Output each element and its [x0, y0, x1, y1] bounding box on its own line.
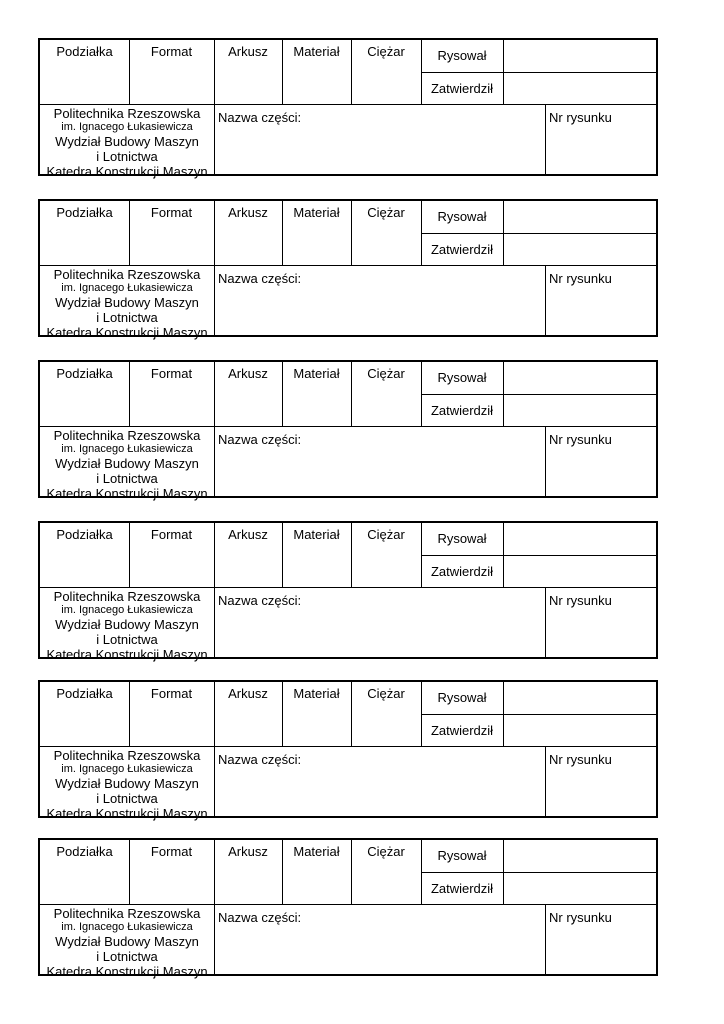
- approved-by-field[interactable]: [504, 73, 658, 104]
- header-weight: Ciężar: [367, 686, 405, 701]
- grid-line: [545, 426, 546, 498]
- header-scale: Podziałka: [56, 686, 113, 701]
- header-weight: Ciężar: [367, 205, 405, 220]
- grid-line: [214, 746, 215, 818]
- institution-line: Wydział Budowy Maszyn: [55, 617, 199, 632]
- grid-line: [40, 587, 658, 588]
- institution-info: [42, 106, 212, 179]
- approved-by-field[interactable]: [504, 395, 658, 426]
- institution-line: Wydział Budowy Maszyn: [55, 295, 199, 310]
- institution-line: Politechnika Rzeszowska: [53, 106, 201, 121]
- header-sheet: Arkusz: [228, 527, 268, 542]
- header-sheet: Arkusz: [228, 366, 268, 381]
- header-scale: Podziałka: [56, 527, 113, 542]
- institution-info: [42, 428, 212, 501]
- institution-line: i Lotnictwa: [96, 791, 158, 806]
- title-block: [38, 680, 658, 821]
- institution-line: Wydział Budowy Maszyn: [55, 134, 199, 149]
- header-material: Materiał: [293, 844, 340, 859]
- header-weight: Ciężar: [367, 44, 405, 59]
- drawn-by-label: Rysował: [437, 848, 487, 863]
- header-scale: Podziałka: [56, 205, 113, 220]
- institution-line: im. Ignacego Łukasiewicza: [61, 443, 193, 455]
- header-material: Materiał: [293, 44, 340, 59]
- institution-line: Katedra Konstrukcji Maszyn: [46, 486, 208, 501]
- institution-line: Katedra Konstrukcji Maszyn: [46, 806, 208, 821]
- institution-info: [42, 906, 212, 979]
- institution-line: Wydział Budowy Maszyn: [55, 776, 199, 791]
- part-name-label: Nazwa części:: [218, 110, 302, 125]
- header-material: Materiał: [293, 686, 340, 701]
- drawing-number-label: Nr rysunku: [549, 910, 612, 925]
- drawn-by-field[interactable]: [504, 201, 658, 233]
- drawing-number-label: Nr rysunku: [549, 593, 612, 608]
- institution-line: im. Ignacego Łukasiewicza: [61, 763, 193, 775]
- header-format: Format: [150, 686, 193, 701]
- institution-line: Politechnika Rzeszowska: [53, 748, 201, 763]
- grid-line: [214, 904, 215, 976]
- grid-line: [214, 265, 215, 337]
- institution-info: [42, 589, 212, 662]
- institution-line: Politechnika Rzeszowska: [53, 589, 201, 604]
- title-block: [38, 521, 658, 662]
- institution-line: i Lotnictwa: [96, 949, 158, 964]
- institution-line: Politechnika Rzeszowska: [53, 428, 201, 443]
- title-block: [38, 38, 658, 179]
- institution-line: im. Ignacego Łukasiewicza: [61, 121, 193, 133]
- header-format: Format: [150, 205, 193, 220]
- drawn-by-label: Rysował: [437, 48, 487, 63]
- approved-by-label: Zatwierdził: [430, 403, 494, 418]
- header-scale: Podziałka: [56, 366, 113, 381]
- drawn-by-field[interactable]: [504, 362, 658, 394]
- drawn-by-label: Rysował: [437, 370, 487, 385]
- drawing-number-label: Nr rysunku: [549, 271, 612, 286]
- grid-line: [545, 265, 546, 337]
- institution-line: im. Ignacego Łukasiewicza: [61, 282, 193, 294]
- header-material: Materiał: [293, 527, 340, 542]
- grid-line: [214, 426, 215, 498]
- institution-line: Wydział Budowy Maszyn: [55, 934, 199, 949]
- part-name-label: Nazwa części:: [218, 910, 302, 925]
- header-scale: Podziałka: [56, 844, 113, 859]
- drawn-by-label: Rysował: [437, 690, 487, 705]
- part-name-label: Nazwa części:: [218, 593, 302, 608]
- institution-line: Politechnika Rzeszowska: [53, 906, 201, 921]
- drawn-by-field[interactable]: [504, 840, 658, 872]
- institution-info: [42, 748, 212, 821]
- header-sheet: Arkusz: [228, 686, 268, 701]
- header-format: Format: [150, 527, 193, 542]
- drawn-by-label: Rysował: [437, 209, 487, 224]
- institution-line: Katedra Konstrukcji Maszyn: [46, 647, 208, 662]
- header-weight: Ciężar: [367, 366, 405, 381]
- approved-by-label: Zatwierdził: [430, 242, 494, 257]
- institution-line: i Lotnictwa: [96, 632, 158, 647]
- grid-line: [40, 265, 658, 266]
- drawn-by-label: Rysował: [437, 531, 487, 546]
- grid-line: [40, 104, 658, 105]
- grid-line: [545, 904, 546, 976]
- part-name-label: Nazwa części:: [218, 271, 302, 286]
- institution-line: i Lotnictwa: [96, 310, 158, 325]
- header-sheet: Arkusz: [228, 44, 268, 59]
- grid-line: [214, 104, 215, 176]
- institution-line: im. Ignacego Łukasiewicza: [61, 604, 193, 616]
- approved-by-field[interactable]: [504, 873, 658, 904]
- approved-by-label: Zatwierdził: [430, 81, 494, 96]
- header-scale: Podziałka: [56, 44, 113, 59]
- institution-line: Politechnika Rzeszowska: [53, 267, 201, 282]
- drawing-number-label: Nr rysunku: [549, 110, 612, 125]
- header-material: Materiał: [293, 366, 340, 381]
- drawn-by-field[interactable]: [504, 682, 658, 714]
- grid-line: [40, 746, 658, 747]
- drawn-by-field[interactable]: [504, 40, 658, 72]
- institution-line: i Lotnictwa: [96, 471, 158, 486]
- title-block: [38, 360, 658, 501]
- grid-line: [545, 746, 546, 818]
- part-name-label: Nazwa części:: [218, 752, 302, 767]
- institution-info: [42, 267, 212, 340]
- grid-line: [40, 904, 658, 905]
- approved-by-field[interactable]: [504, 715, 658, 746]
- header-format: Format: [150, 44, 193, 59]
- header-sheet: Arkusz: [228, 844, 268, 859]
- approved-by-label: Zatwierdził: [430, 881, 494, 896]
- header-format: Format: [150, 366, 193, 381]
- part-name-label: Nazwa części:: [218, 432, 302, 447]
- drawn-by-field[interactable]: [504, 523, 658, 555]
- title-block: [38, 838, 658, 979]
- institution-line: Katedra Konstrukcji Maszyn: [46, 164, 208, 179]
- header-weight: Ciężar: [367, 527, 405, 542]
- drawing-number-label: Nr rysunku: [549, 752, 612, 767]
- grid-line: [40, 426, 658, 427]
- drawing-number-label: Nr rysunku: [549, 432, 612, 447]
- header-weight: Ciężar: [367, 844, 405, 859]
- approved-by-field[interactable]: [504, 234, 658, 265]
- grid-line: [545, 104, 546, 176]
- header-format: Format: [150, 844, 193, 859]
- header-sheet: Arkusz: [228, 205, 268, 220]
- grid-line: [214, 587, 215, 659]
- institution-line: im. Ignacego Łukasiewicza: [61, 921, 193, 933]
- institution-line: Katedra Konstrukcji Maszyn: [46, 964, 208, 979]
- title-block: [38, 199, 658, 340]
- institution-line: Katedra Konstrukcji Maszyn: [46, 325, 208, 340]
- approved-by-label: Zatwierdził: [430, 564, 494, 579]
- institution-line: Wydział Budowy Maszyn: [55, 456, 199, 471]
- header-material: Materiał: [293, 205, 340, 220]
- grid-line: [545, 587, 546, 659]
- approved-by-label: Zatwierdził: [430, 723, 494, 738]
- institution-line: i Lotnictwa: [96, 149, 158, 164]
- approved-by-field[interactable]: [504, 556, 658, 587]
